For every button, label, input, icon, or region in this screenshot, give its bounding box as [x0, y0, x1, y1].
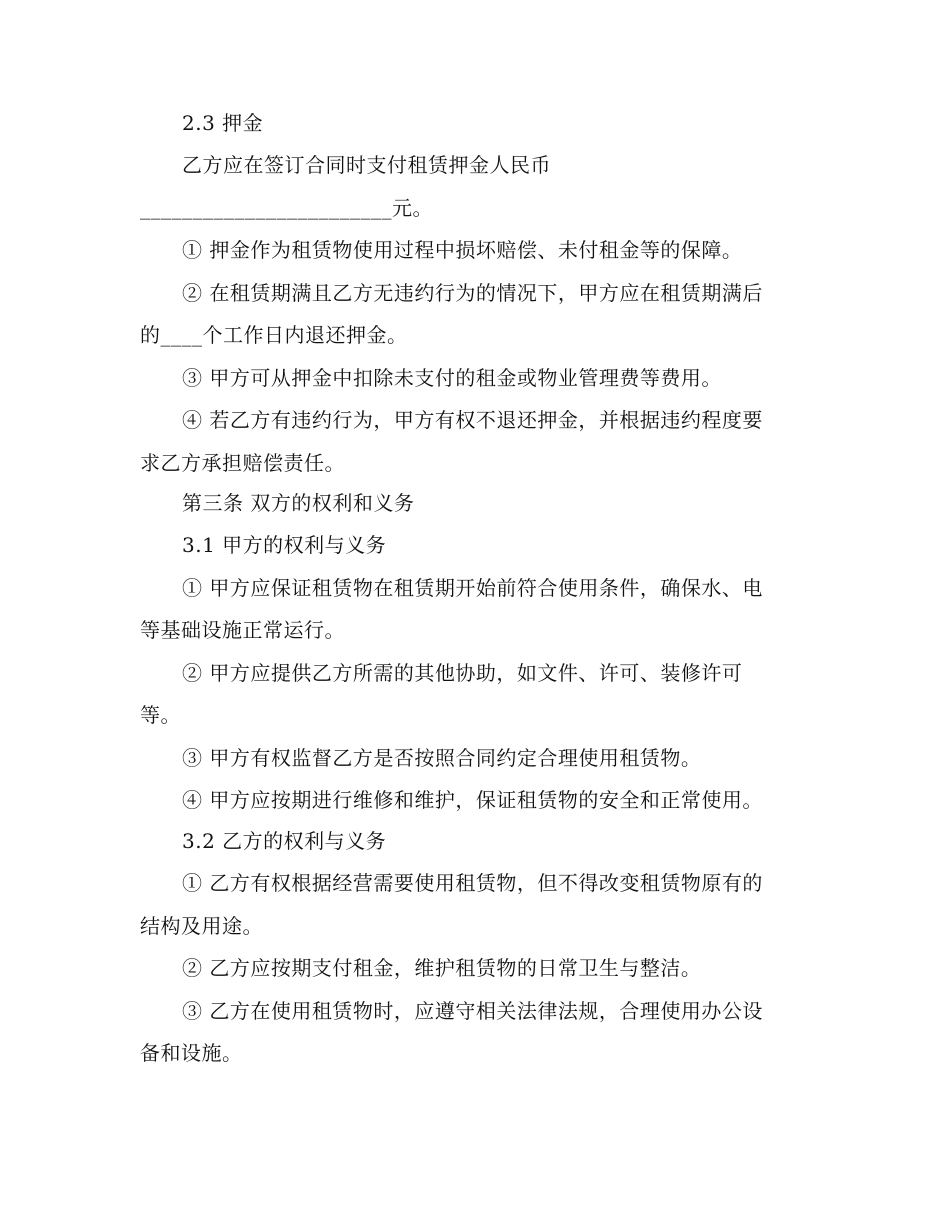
party-a-clause-2: ② 甲方应提供乙方所需的其他协助，如文件、许可、装修许可	[182, 661, 743, 685]
party-a-clause-1-cont: 等基础设施正常运行。	[140, 618, 345, 642]
deposit-clause-2: ② 在租赁期满且乙方无违约行为的情况下，甲方应在租赁期满后	[182, 281, 763, 305]
deposit-clause-4: ④ 若乙方有违约行为，甲方有权不退还押金，并根据违约程度要	[182, 408, 763, 432]
deposit-clause-1: ① 押金作为租赁物使用过程中损坏赔偿、未付租金等的保障。	[182, 238, 743, 262]
party-a-clause-4: ④ 甲方应按期进行维修和维护，保证租赁物的安全和正常使用。	[182, 788, 763, 812]
deposit-text-line: 乙方应在签订合同时支付租赁押金人民币	[182, 153, 551, 177]
party-a-clause-3: ③ 甲方有权监督乙方是否按照合同约定合理使用租赁物。	[182, 746, 702, 770]
party-b-clause-3: ③ 乙方在使用租赁物时，应遵守相关法律法规，合理使用办公设	[182, 999, 763, 1023]
article-3-heading: 第三条 双方的权利和义务	[182, 491, 415, 515]
deposit-clause-4-cont: 求乙方承担赔偿责任。	[140, 451, 345, 475]
party-a-clause-1: ① 甲方应保证租赁物在租赁期开始前符合使用条件，确保水、电	[182, 576, 763, 600]
deposit-clause-2-cont: 的____个工作日内退还押金。	[140, 323, 408, 347]
party-a-clause-2-cont: 等。	[140, 703, 181, 727]
section-heading-2-3: 2.3 押金	[182, 111, 264, 135]
deposit-clause-3: ③ 甲方可从押金中扣除未支付的租金或物业管理费等费用。	[182, 366, 722, 390]
section-heading-3-2: 3.2 乙方的权利与义务	[182, 829, 387, 853]
party-b-clause-1-cont: 结构及用途。	[140, 914, 263, 938]
party-b-clause-2: ② 乙方应按期支付租金，维护租赁物的日常卫生与整洁。	[182, 956, 702, 980]
party-b-clause-1: ① 乙方有权根据经营需要使用租赁物，但不得改变租赁物原有的	[182, 871, 763, 895]
deposit-amount-blank: ________________________元。	[140, 196, 433, 220]
party-b-clause-3-cont: 备和设施。	[140, 1041, 243, 1065]
section-heading-3-1: 3.1 甲方的权利与义务	[182, 533, 387, 557]
